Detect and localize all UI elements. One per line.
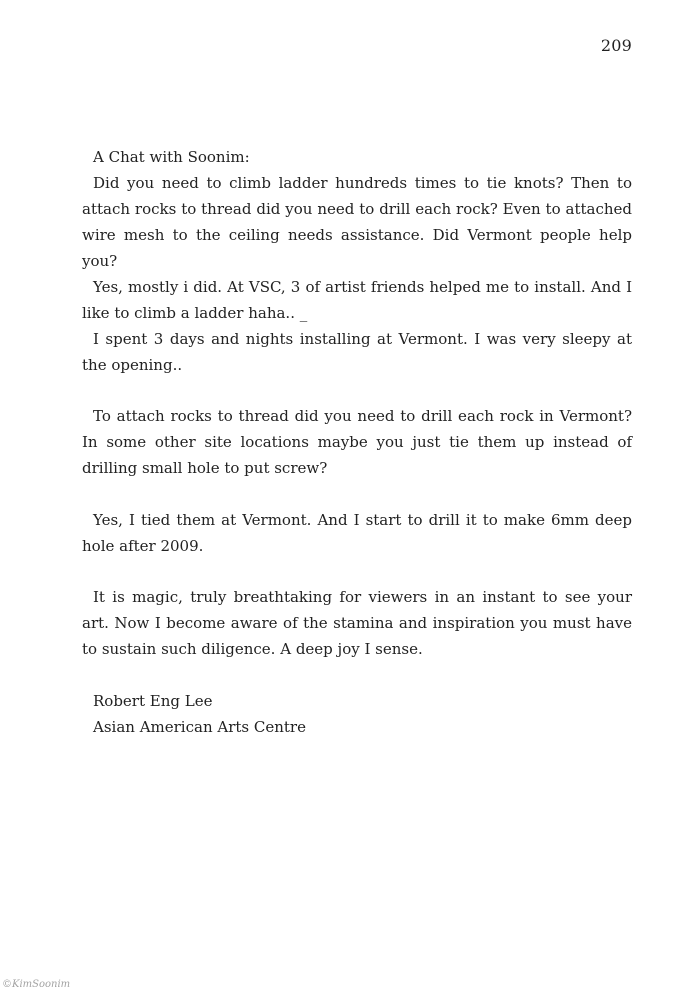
paragraph-answer-3 [82,507,632,559]
chat-title-text: A Chat with Soonim: [93,148,250,166]
paragraph-text: Did you need to climb ladder hundreds times to tie knots? Then to attach rocks to thread did you need to drill each rock? Even to attached wire mesh to the ceiling needs assistance. Did Vermont people help you? [82,174,632,270]
page-number: 209 [600,36,632,55]
paragraph-answer-1 [82,274,632,326]
signature-organization [82,714,632,740]
signature-org-text: Asian American Arts Centre [93,718,306,736]
paragraph-question-1 [82,170,632,274]
paragraph-text: To attach rocks to thread did you need to drill each rock in Vermont? In some other site locations maybe you just tie them up instead of drilling small hole to put screw? [82,407,632,477]
watermark: ©KimSoonim [2,979,71,990]
paragraph-answer-2 [82,326,632,378]
paragraph-text: Yes, I tied them at Vermont. And I start to drill it to make 6mm deep hole after 2009. [82,511,632,555]
signature-name [82,688,632,714]
paragraph-text: I spent 3 days and nights installing at Vermont. I was very sleepy at the opening.. [82,330,632,374]
signature-name-text: Robert Eng Lee [93,692,213,710]
chat-title [82,144,632,170]
paragraph-question-2 [82,403,632,481]
paragraph-text: It is magic, truly breathtaking for viewers in an instant to see your art. Now I become aware of the stamina and inspiration you must have to sustain such diligence. A deep joy I sense. [82,588,632,658]
paragraph-closing [82,584,632,662]
paragraph-text: Yes, mostly i did. At VSC, 3 of artist friends helped me to install. And I like to climb a ladder haha.. _ [82,278,632,322]
